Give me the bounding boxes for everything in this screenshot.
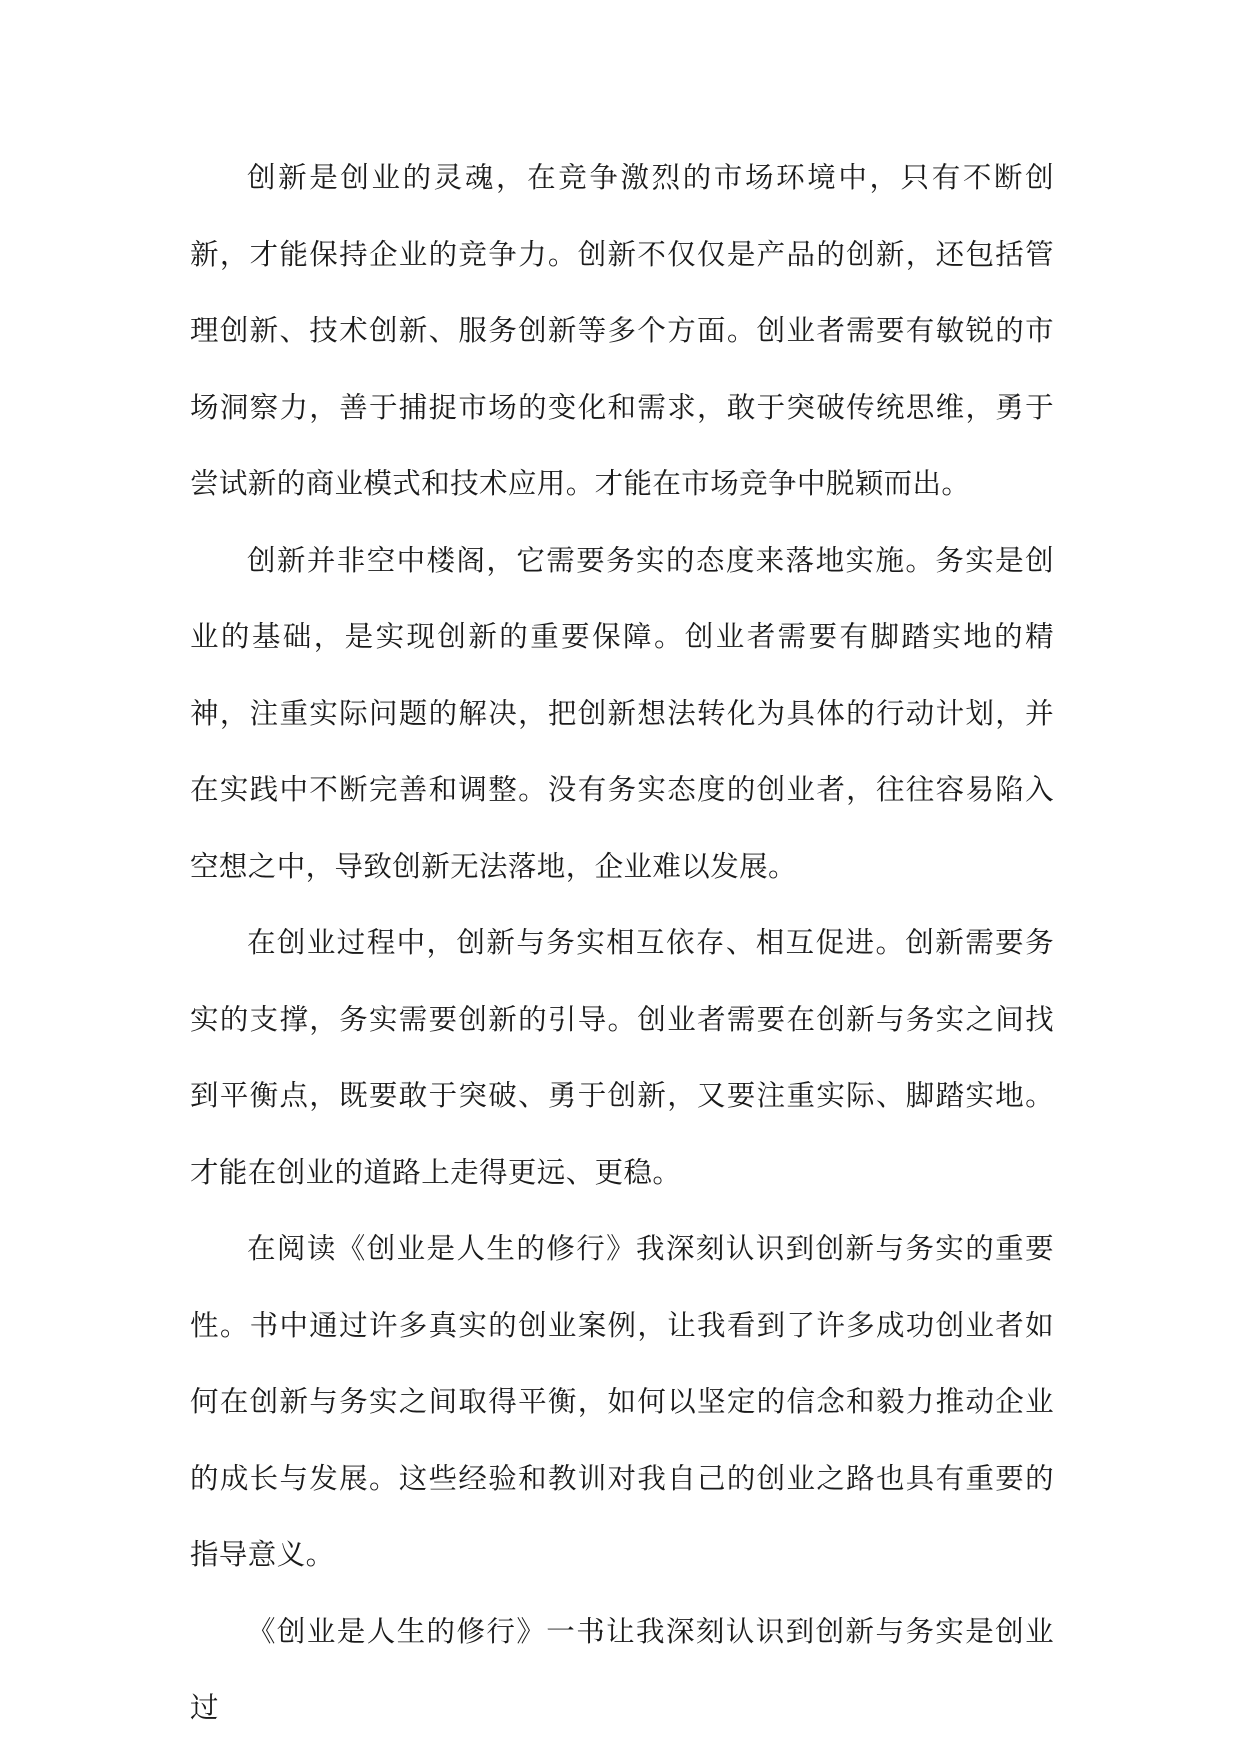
paragraph-1: 创新是创业的灵魂，在竞争激烈的市场环境中，只有不断创新，才能保持企业的竞争力。创新不仅仅是产品的创新，还包括管理创新、技术创新、服务创新等多个方面。创业者需要有敏锐的市场洞察力，善于捕捉市场的变化和需求，敢于突破传统思维，勇于尝试新的商业模式和技术应用。才能在市场竞争中脱颖而出。 (190, 161, 1054, 500)
paragraph-5: 《创业是人生的修行》一书让我深刻认识到创新与务实是创业过 (190, 1614, 1054, 1724)
paragraph-2: 创新并非空中楼阁，它需要务实的态度来落地实施。务实是创业的基础，是实现创新的重要保障。创业者需要有脚踏实地的精神，注重实际问题的解决，把创新想法转化为具体的行动计划，并在实践中不断完善和调整。没有务实态度的创业者，往往容易陷入空想之中，导致创新无法落地，企业难以发展。 (190, 543, 1054, 883)
paragraph-4: 在阅读《创业是人生的修行》我深刻认识到创新与务实的重要性。书中通过许多真实的创业案例，让我看到了许多成功创业者如何在创新与务实之间取得平衡，如何以坚定的信念和毅力推动企业的成长与发展。这些经验和教训对我自己的创业之路也具有重要的指导意义。 (190, 1232, 1054, 1571)
paragraph-3: 在创业过程中，创新与务实相互依存、相互促进。创新需要务实的支撑，务实需要创新的引导。创业者需要在创新与务实之间找到平衡点，既要敢于突破、勇于创新，又要注重实际、脚踏实地。才能在创业的道路上走得更远、更稳。 (190, 926, 1054, 1189)
document-body (190, 140, 1054, 1747)
